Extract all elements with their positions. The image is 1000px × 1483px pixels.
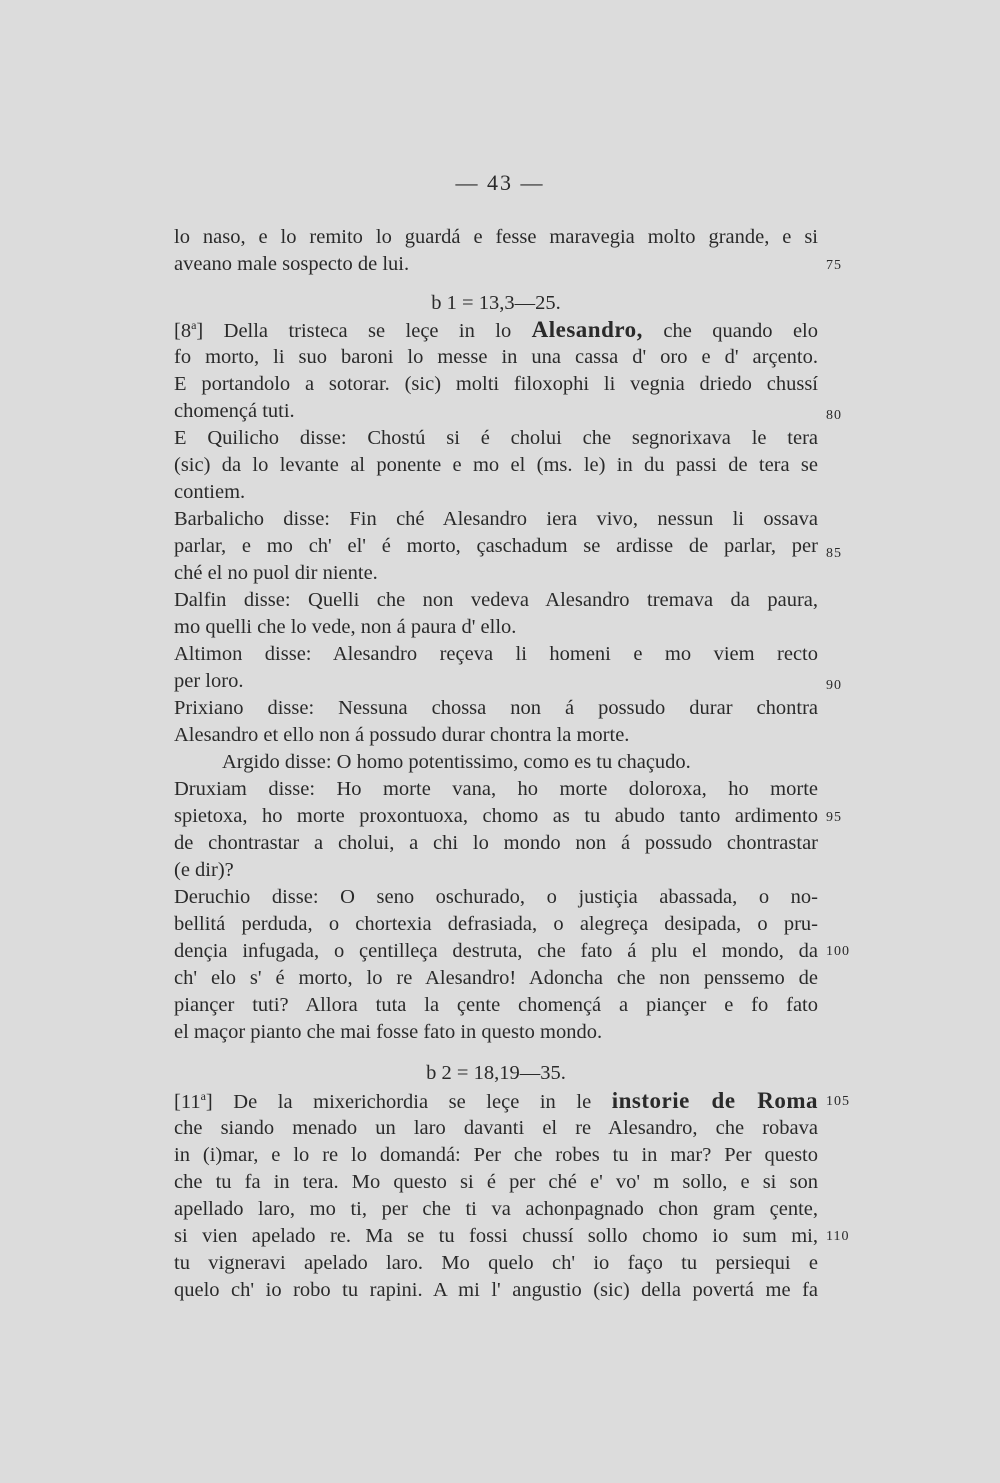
text-line: in (i)mar, e lo re lo domandá: Per che robes tu in mar? Per questo	[174, 1144, 818, 1166]
text-line: E Quilicho disse: Chostú si é cholui che segnorixava le tera	[174, 427, 818, 449]
text-line: aveano male sospecto de lui.	[174, 253, 410, 275]
section-heading: b 1 = 13,3—25.	[431, 292, 561, 314]
text-line: de chontrastar a cholui, a chi lo mondo non á possudo chontrastar	[174, 832, 818, 854]
line-number: 105	[826, 1094, 850, 1109]
text-line: quelo ch' io robo tu rapini. A mi l' angustio (sic) della povertá me fa	[174, 1279, 818, 1301]
text-line: che tu fa in tera. Mo questo si é per ché e' vo' m sollo, e si son	[174, 1171, 818, 1193]
text-line: (e dir)?	[174, 859, 234, 881]
line-number: 100	[826, 944, 850, 959]
text-line: spietoxa, ho morte proxontuoxa, chomo as tu abudo tanto ardimento	[174, 805, 818, 827]
line-number: 80	[826, 408, 842, 423]
text-line: Dalfin disse: Quelli che non vedeva Alesandro tremava da paura,	[174, 589, 818, 611]
text-line: Druxiam disse: Ho morte vana, ho morte doloroxa, ho morte	[174, 778, 818, 800]
text-line	[174, 1088, 818, 1115]
text-line: Barbalicho disse: Fin ché Alesandro iera vivo, nessun li ossava	[174, 508, 818, 530]
text-line: dençia infugada, o çentilleça destruta, che fato á plu el mondo, da	[174, 940, 818, 962]
text-line: Argido disse: O homo potentissimo, como es tu chaçudo.	[222, 751, 691, 773]
text-line: Prixiano disse: Nessuna chossa non á possudo durar chontra	[174, 697, 818, 719]
text-line: per loro.	[174, 670, 244, 692]
text-line: chomençá tuti.	[174, 400, 295, 422]
section-heading: b 2 = 18,19—35.	[426, 1062, 566, 1084]
text-line: Altimon disse: Alesandro reçeva li homeni e mo viem recto	[174, 643, 818, 665]
text-line: contiem.	[174, 481, 246, 503]
text-line: piançer tuti? Allora tuta la çente chomençá a piançer e fo fato	[174, 994, 818, 1016]
superscript: a	[191, 318, 197, 333]
text-line: Deruchio disse: O seno oschurado, o justiçia abassada, o no-	[174, 886, 818, 908]
text-line: apellado laro, mo ti, per che ti va achonpagnado chon gram çente,	[174, 1198, 818, 1220]
text-line: ché el no puol dir niente.	[174, 562, 378, 584]
superscript: a	[200, 1089, 206, 1104]
text-line: Alesandro et ello non á possudo durar chontra la morte.	[174, 724, 630, 746]
line-number: 110	[826, 1229, 850, 1244]
bracket-open: [11	[174, 1091, 201, 1113]
line-number: 90	[826, 678, 842, 693]
text-line: E portandolo a sotorar. (sic) molti filoxophi li vegnia driedo chussí	[174, 373, 818, 395]
text-fragment: ] De la mixerichordia se leçe in le	[205, 1091, 612, 1113]
text-line: (sic) da lo levante al ponente e mo el (ms. le) in du passi de tera se	[174, 454, 818, 476]
text-line: ch' elo s' é morto, lo re Alesandro! Adoncha che non penssemo de	[174, 967, 818, 989]
line-number: 85	[826, 546, 842, 561]
text-fragment: ] Della tristeca se leçe in lo	[196, 320, 532, 342]
text-line: fo morto, li suo baroni lo messe in una cassa d' oro e d' arçento.	[174, 346, 818, 368]
text-fragment: che quando elo	[642, 320, 819, 342]
text-line: si vien apelado re. Ma se tu fossi chussí sollo chomo io sum mi,	[174, 1225, 818, 1247]
emphasis-title: instorie de Roma	[611, 1088, 818, 1113]
text-line: parlar, e mo ch' el' é morto, çaschadum se ardisse de parlar, per	[174, 535, 818, 557]
text-line: tu vigneravi apelado laro. Mo quelo ch' io faço tu persiequi e	[174, 1252, 818, 1274]
line-number: 75	[826, 258, 842, 273]
text-line: lo naso, e lo remito lo guardá e fesse maravegia molto grande, e si	[174, 226, 818, 248]
emphasis-title: Alesandro,	[531, 317, 643, 342]
bracket-open: [8	[174, 320, 192, 342]
text-line: el maçor pianto che mai fosse fato in questo mondo.	[174, 1021, 603, 1043]
text-line: bellitá perduda, o chortexia defrasiada, o alegreça desipada, o pru-	[174, 913, 818, 935]
line-number: 95	[826, 810, 842, 825]
text-line: mo quelli che lo vede, non á paura d' ello.	[174, 616, 517, 638]
page-number: — 43 —	[455, 170, 545, 195]
text-line	[174, 317, 818, 344]
text-line: che siando menado un laro davanti el re Alesandro, che robava	[174, 1117, 818, 1139]
